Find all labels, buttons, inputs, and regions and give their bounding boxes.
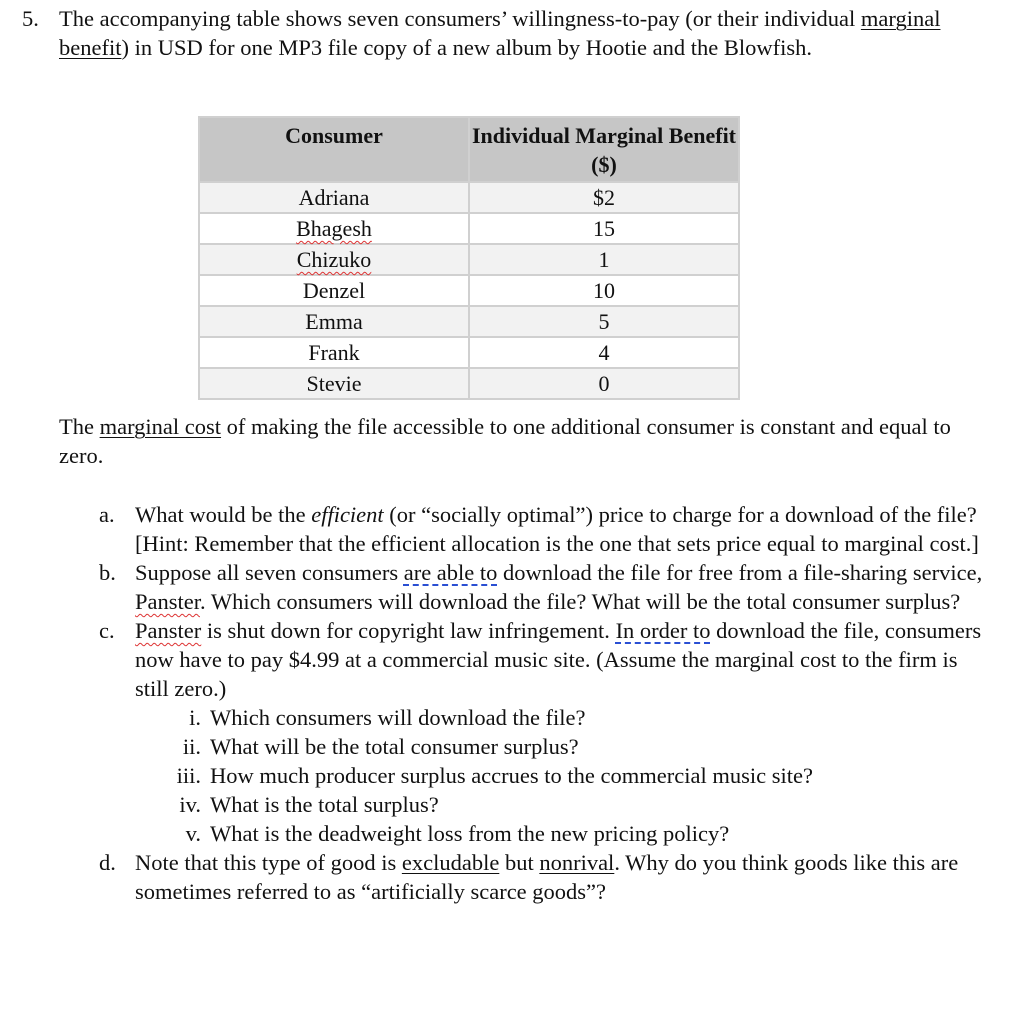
spell-flag-text: Panster	[135, 618, 202, 643]
subpart-text: What is the deadweight loss from the new pricing policy?	[210, 821, 730, 846]
para-text-post: of making the file accessible to one additional consumer is constant and equal to zero.	[59, 414, 951, 468]
grammar-flag-text: are able to	[403, 560, 498, 585]
subpart-text: What will be the total consumer surplus?	[210, 734, 579, 759]
part-a	[59, 500, 989, 558]
part-b	[59, 558, 989, 616]
part-text: Note that this type of good is	[135, 850, 402, 875]
header-marginal-benefit: Individual Marginal Benefit ($)	[469, 117, 739, 182]
benefit-cell: $2	[469, 182, 739, 213]
consumer-cell: Frank	[199, 337, 469, 368]
subpart-number: ii.	[182, 734, 201, 759]
table-row	[199, 213, 739, 244]
marginal-cost-paragraph	[59, 412, 959, 470]
table-row	[199, 368, 739, 399]
part-d	[59, 848, 989, 906]
part-text: . Which consumers will download the file? What will be the total consumer surplus?	[200, 589, 961, 614]
benefit-cell: 15	[469, 213, 739, 244]
subpart	[59, 819, 989, 848]
subpart-text: How much producer surplus accrues to the commercial music site?	[210, 763, 813, 788]
intro-underlined-term: marginal benefit	[59, 6, 941, 60]
consumer-name: Bhagesh	[296, 216, 372, 241]
consumer-cell: Denzel	[199, 275, 469, 306]
para-underlined-term: marginal cost	[99, 414, 222, 439]
subpart	[59, 761, 989, 790]
intro-text-1: The accompanying table shows seven consumers’ willingness-to-pay (or their individual	[59, 6, 856, 31]
table-row	[199, 275, 739, 306]
part-text: What would be the	[135, 502, 312, 527]
consumer-cell	[199, 213, 469, 244]
header-consumer: Consumer	[199, 117, 469, 182]
benefit-cell: 10	[469, 275, 739, 306]
subpart-text: What is the total surplus?	[210, 792, 439, 817]
subpart	[59, 790, 989, 819]
consumer-cell: Emma	[199, 306, 469, 337]
para-text-pre: The	[59, 414, 100, 439]
willingness-to-pay-table	[198, 116, 740, 400]
part-text: Suppose all seven consumers	[135, 560, 404, 585]
question-number: 5.	[22, 6, 39, 31]
intro-text-2: ) in USD for one MP3 file copy of a new album by Hootie and the Blowfish.	[121, 35, 812, 60]
subpart-number: v.	[185, 821, 201, 846]
part-text: download the file, consumers now have to pay $4.99 at a commercial music site. (Assume the marginal cost to the firm is still zero.)	[135, 618, 982, 701]
subpart-text: Which consumers will download the file?	[210, 705, 586, 730]
subpart-number: iii.	[176, 763, 201, 788]
part-label: d.	[99, 850, 116, 875]
subpart-number: iv.	[179, 792, 201, 817]
table-header-row	[199, 117, 739, 182]
question-parts	[59, 500, 989, 906]
part-text: (or “socially optimal”) price to charge for a download of the file? [Hint: Remember that the efficient allocation is the one that sets price equal to marginal cost.]	[135, 502, 979, 556]
consumer-name: Chizuko	[296, 247, 372, 272]
benefit-cell: 0	[469, 368, 739, 399]
underlined-term: excludable	[401, 850, 500, 875]
benefit-cell: 1	[469, 244, 739, 275]
table-row	[199, 337, 739, 368]
part-text: but	[499, 850, 540, 875]
part-italic-term: efficient	[311, 502, 384, 527]
grammar-flag-text: In order to	[615, 618, 711, 643]
benefit-cell: 4	[469, 337, 739, 368]
part-label: a.	[99, 502, 115, 527]
subpart	[59, 732, 989, 761]
part-text: is shut down for copyright law infringement.	[201, 618, 616, 643]
part-label: c.	[99, 618, 115, 643]
underlined-term: nonrival	[539, 850, 615, 875]
consumer-cell: Adriana	[199, 182, 469, 213]
table-row	[199, 306, 739, 337]
question-intro	[59, 4, 999, 62]
table-row	[199, 244, 739, 275]
part-c	[59, 616, 989, 703]
subpart	[59, 703, 989, 732]
part-text: . Why do you think goods like this are sometimes referred to as “artificially scarce goods”?	[135, 850, 959, 904]
table-row	[199, 182, 739, 213]
consumer-cell: Stevie	[199, 368, 469, 399]
part-label: b.	[99, 560, 116, 585]
part-text: download the file for free from a file-sharing service,	[497, 560, 983, 585]
spell-flag-text: Panster	[135, 589, 200, 614]
consumer-cell	[199, 244, 469, 275]
benefit-cell: 5	[469, 306, 739, 337]
subpart-number: i.	[189, 705, 201, 730]
